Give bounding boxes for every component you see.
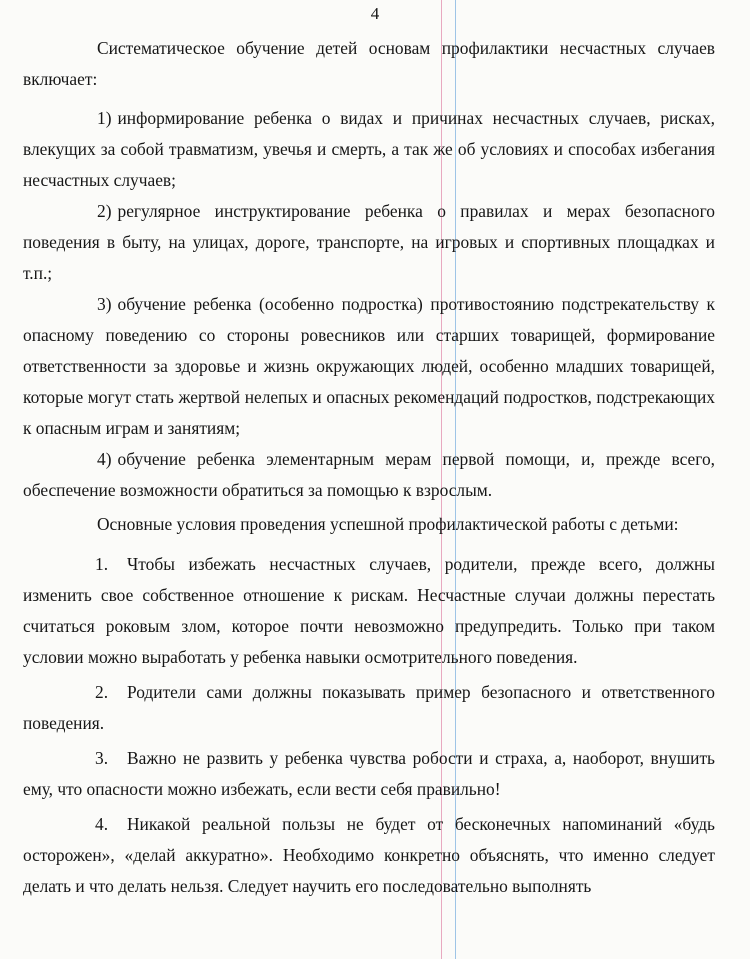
list-item-text: обучение ребенка элементарным мерам первой помощи, и, прежде всего, обеспечение возможности обратиться за помощью к взрослым. [23,449,715,500]
document-body [23,33,715,906]
numbered-item [23,809,715,902]
list-marker: 3. [95,748,109,768]
list-marker: 3) [97,294,112,314]
numbered-item-text: Чтобы избежать несчастных случаев, родители, прежде всего, должны изменить свое собственное отношение к рискам. Несчастные случаи должны перестать считаться роковым злом, которое почти невозможно предупредить. Только при таком условии можно выработать у ребенка навыки осмотрительного поведения. [23,554,715,667]
numbered-item [23,743,715,805]
list-marker: 1) [97,108,112,128]
list-item [23,103,715,196]
list-marker: 4. [95,814,109,834]
list-item-text: обучение ребенка (особенно подростка) противостоянию подстрекательству к опасному поведению со стороны ровесников или старших товарищей, формирование ответственности за здоровье и жизнь окружающих людей, особенно младших товарищей, которые могут стать жертвой нелепых и опасных рекомендаций подростков, подстрекающих к опасным играм и занятиям; [23,294,715,438]
list-marker: 1. [95,554,109,574]
list-item [23,196,715,289]
numbered-item-text: Никакой реальной пользы не будет от бесконечных напоминаний «будь осторожен», «делай аккуратно». Необходимо конкретно объяснять, что именно следует делать и что делать нельзя. Следует научить его последовательно выполнять [23,814,715,896]
page-number: 4 [370,4,380,23]
list-item-text: регулярное инструктирование ребенка о правилах и мерах безопасного поведения в быту, на улицах, дороге, транспорте, на игровых и спортивных площадках и т.п.; [23,201,715,283]
list-marker: 2. [95,682,109,702]
numbered-item-text: Важно не развить у ребенка чувства робости и страха, а, наоборот, внушить ему, что опасности можно избежать, если вести себя правильно! [23,748,715,799]
list-marker: 4) [97,449,112,469]
numbered-item [23,677,715,739]
intro-paragraph: Систематическое обучение детей основам профилактики несчастных случаев включает: [23,38,715,89]
list-item [23,289,715,444]
numbered-item-text: Родители сами должны показывать пример безопасного и ответственного поведения. [23,682,715,733]
section-subheading: Основные условия проведения успешной профилактической работы с детьми: [97,514,679,534]
list-item [23,444,715,506]
list-marker: 2) [97,201,112,221]
numbered-item [23,549,715,673]
list-item-text: информирование ребенка о видах и причинах несчастных случаев, рисках, влекущих за собой травматизм, увечья и смерть, а так же об условиях и способах избегания несчастных случаев; [23,108,715,190]
